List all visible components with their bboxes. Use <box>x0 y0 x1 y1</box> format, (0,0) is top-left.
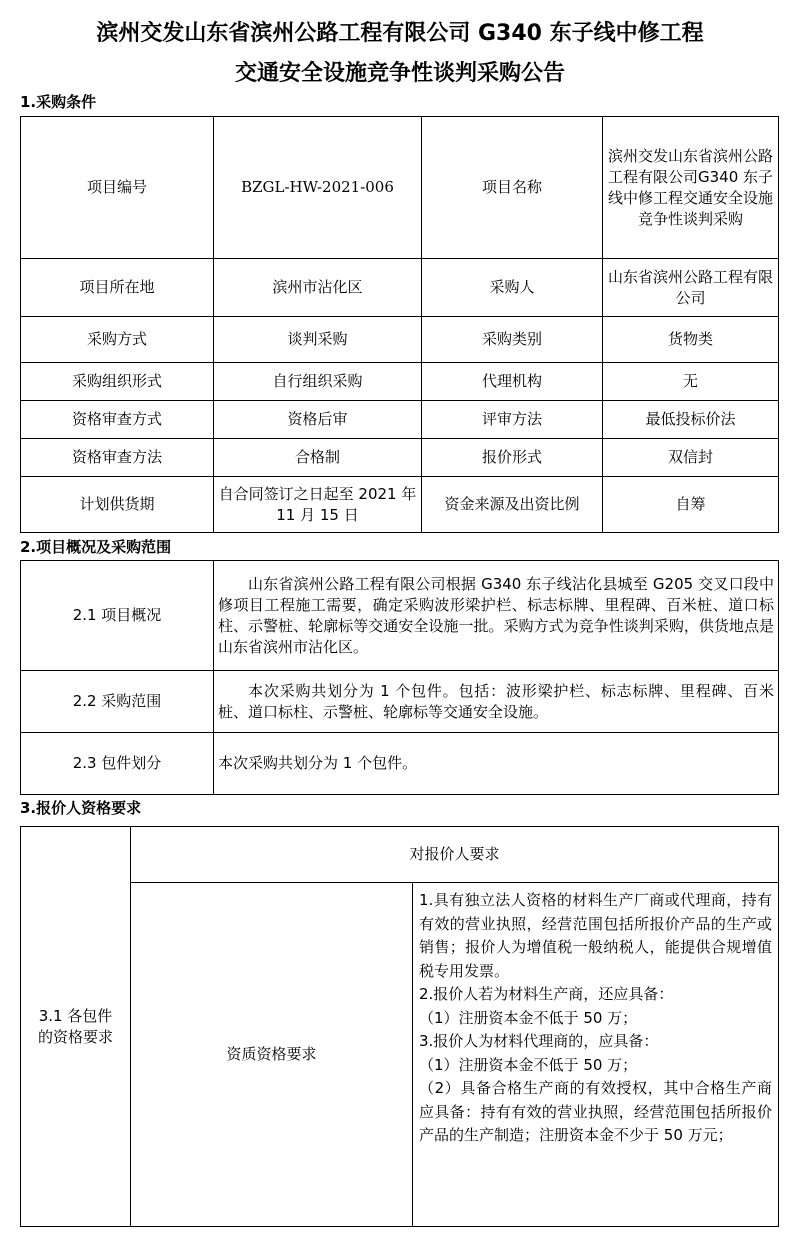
cell-value: 山东省滨州公路工程有限公司 <box>603 259 779 317</box>
section-heading-1: 1.采购条件 <box>20 93 97 111</box>
cell-label: 采购组织形式 <box>21 363 214 401</box>
table-row <box>21 733 779 795</box>
table-row <box>21 317 779 363</box>
cell-label: 采购人 <box>422 259 603 317</box>
cell-value: 滨州市沾化区 <box>214 259 422 317</box>
cell-value: 滨州交发山东省滨州公路工程有限公司G340 东子线中修工程交通安全设施竞争性谈判采购 <box>603 117 779 259</box>
requirement-line: 2.报价人若为材料生产商，还应具备： <box>419 985 674 1003</box>
cell-value: 双信封 <box>603 439 779 477</box>
overview-label: 2.1 项目概况 <box>21 561 214 671</box>
requirement-line: （1）注册资本金不低于 50 万； <box>419 1008 638 1027</box>
cell-label: 资格审查方法 <box>21 439 214 477</box>
cell-label: 资金来源及出资比例 <box>422 477 603 533</box>
overview-text: 山东省滨州公路工程有限公司根据 G340 东子线沾化县城至 G205 交叉口段中修项目工程施工需要，确定采购波形梁护栏、标志标牌、里程碑、百米桩、道口标柱、示警桩、轮廓标等交通安全设施一批。采购方式为竞争性谈判采购，供货地点是山东省滨州市沾化区。 <box>214 561 779 671</box>
cell-value: 自行组织采购 <box>214 363 422 401</box>
qualification-sub-label: 资质资格要求 <box>131 883 413 1227</box>
qualification-table <box>20 826 779 1227</box>
cell-label: 评审方法 <box>422 401 603 439</box>
cell-label: 资格审查方式 <box>21 401 214 439</box>
table-row <box>21 363 779 401</box>
section-heading-2: 2.项目概况及采购范围 <box>20 538 172 556</box>
overview-text: 本次采购共划分为 1 个包件。 <box>214 733 779 795</box>
requirement-line: 3.报价人为材料代理商的，应具备： <box>419 1032 659 1050</box>
qualification-row-label: 3.1 各包件的资格要求 <box>21 827 131 1227</box>
table-row <box>21 827 779 883</box>
requirement-line: （2）具备合格生产商的有效授权，其中合格生产商应具备：持有有效的营业执照，经营范围包括所报价产品的生产制造；注册资本金不少于 50 万元； <box>419 1079 773 1144</box>
cell-value: 自合同签订之日起至 2021 年 11 月 15 日 <box>214 477 422 533</box>
table-row <box>21 671 779 733</box>
qualification-requirements <box>413 883 779 1227</box>
title-line-1: 滨州交发山东省滨州公路工程有限公司 G340 东子线中修工程 <box>96 21 704 46</box>
qualification-header: 对报价人要求 <box>131 827 779 883</box>
requirement-line: （1）注册资本金不低于 50 万； <box>419 1055 638 1074</box>
conditions-table <box>20 116 779 533</box>
table-row <box>21 883 779 1227</box>
cell-value: 资格后审 <box>214 401 422 439</box>
table-row <box>21 401 779 439</box>
cell-value: 谈判采购 <box>214 317 422 363</box>
cell-label: 采购类别 <box>422 317 603 363</box>
overview-text: 本次采购共划分为 1 个包件。包括：波形梁护栏、标志标牌、里程碑、百米桩、道口标柱、示警桩、轮廓标等交通安全设施。 <box>214 671 779 733</box>
cell-value: 自筹 <box>603 477 779 533</box>
cell-value: 无 <box>603 363 779 401</box>
cell-label: 计划供货期 <box>21 477 214 533</box>
overview-label: 2.2 采购范围 <box>21 671 214 733</box>
overview-label: 2.3 包件划分 <box>21 733 214 795</box>
cell-value: 货物类 <box>603 317 779 363</box>
table-row <box>21 561 779 671</box>
cell-label: 项目编号 <box>21 117 214 259</box>
table-row <box>21 477 779 533</box>
cell-value: 合格制 <box>214 439 422 477</box>
cell-label: 代理机构 <box>422 363 603 401</box>
title-line-2: 交通安全设施竞争性谈判采购公告 <box>234 61 565 86</box>
table-row <box>21 117 779 259</box>
section-heading-3: 3.报价人资格要求 <box>20 799 142 817</box>
cell-label: 采购方式 <box>21 317 214 363</box>
cell-label: 项目名称 <box>422 117 603 259</box>
table-row <box>21 259 779 317</box>
cell-value: 最低投标价法 <box>603 401 779 439</box>
table-row <box>21 439 779 477</box>
cell-value: BZGL-HW-2021-006 <box>214 117 422 259</box>
cell-label: 项目所在地 <box>21 259 214 317</box>
cell-label: 报价形式 <box>422 439 603 477</box>
requirement-line: 1.具有独立法人资格的材料生产厂商或代理商，持有有效的营业执照，经营范围包括所报价产品的生产或销售；报价人为增值税一般纳税人，能提供合规增值税专用发票。 <box>419 891 773 980</box>
overview-table <box>20 560 779 795</box>
